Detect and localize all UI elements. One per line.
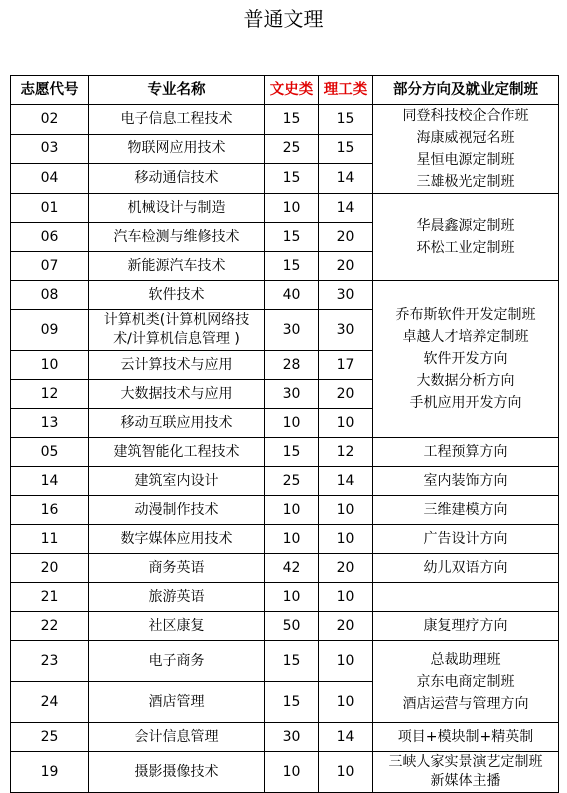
cell-wen: 15 [265,223,319,252]
direction-line: 卓越人才培养定制班 [402,329,529,345]
table-row [11,612,559,641]
cell-major: 数字媒体应用技术 [89,525,265,554]
cell-wen: 28 [265,351,319,380]
cell-code: 16 [11,496,89,525]
cell-wen: 30 [265,723,319,752]
table-row [11,281,559,310]
direction-line: 三峡人家实景演艺定制班 [388,754,543,770]
cell-direction [373,752,559,793]
cell-li: 10 [319,525,373,554]
cell-direction: 项目+模块制+精英制 [373,723,559,752]
cell-wen: 50 [265,612,319,641]
cell-major: 摄影摄像技术 [89,752,265,793]
cell-major: 旅游英语 [89,583,265,612]
major-line: 计算机类(计算机网络技 [103,312,250,328]
cell-major: 移动互联应用技术 [89,409,265,438]
direction-line: 星恒电源定制班 [416,152,515,168]
cell-direction-group4 [373,641,559,723]
cell-major: 大数据技术与应用 [89,380,265,409]
cell-wen: 40 [265,281,319,310]
cell-major: 建筑室内设计 [89,467,265,496]
cell-li: 30 [319,310,373,351]
table-row [11,105,559,135]
cell-code: 04 [11,164,89,194]
direction-line: 华晨鑫源定制班 [416,218,515,234]
cell-li: 30 [319,281,373,310]
cell-major: 物联网应用技术 [89,134,265,164]
direction-line: 新媒体主播 [430,773,501,789]
cell-code: 13 [11,409,89,438]
cell-code: 19 [11,752,89,793]
cell-wen: 10 [265,583,319,612]
cell-wen: 15 [265,252,319,281]
major-line: 术/计算机信息管理 ) [113,331,240,347]
header-code: 志愿代号 [11,76,89,105]
cell-direction: 幼儿双语方向 [373,554,559,583]
cell-li: 10 [319,409,373,438]
cell-direction: 广告设计方向 [373,525,559,554]
cell-li: 15 [319,105,373,135]
header-major: 专业名称 [89,76,265,105]
table-header-row [11,76,559,105]
table-row [11,438,559,467]
direction-line: 软件开发方向 [423,351,508,367]
header-wen: 文史类 [265,76,319,105]
cell-code: 08 [11,281,89,310]
cell-li: 20 [319,223,373,252]
cell-li: 14 [319,164,373,194]
header-direction: 部分方向及就业定制班 [373,76,559,105]
cell-wen: 15 [265,641,319,682]
cell-code: 25 [11,723,89,752]
cell-li: 12 [319,438,373,467]
page-title: 普通文理 [243,7,324,31]
cell-wen: 10 [265,194,319,223]
cell-code: 12 [11,380,89,409]
cell-code: 20 [11,554,89,583]
cell-direction-group2 [373,194,559,281]
cell-wen: 15 [265,105,319,135]
cell-major: 动漫制作技术 [89,496,265,525]
cell-wen: 25 [265,134,319,164]
cell-wen: 15 [265,682,319,723]
table-row [11,723,559,752]
cell-major: 建筑智能化工程技术 [89,438,265,467]
cell-major: 电子信息工程技术 [89,105,265,135]
cell-code: 14 [11,467,89,496]
cell-direction-group3 [373,281,559,438]
cell-code: 05 [11,438,89,467]
table-row [11,194,559,223]
cell-direction: 三维建模方向 [373,496,559,525]
table-row [11,641,559,682]
table-row [11,467,559,496]
cell-major: 社区康复 [89,612,265,641]
cell-wen: 30 [265,310,319,351]
cell-direction-group1 [373,105,559,194]
cell-direction: 工程预算方向 [373,438,559,467]
cell-code: 06 [11,223,89,252]
cell-li: 20 [319,554,373,583]
cell-code: 24 [11,682,89,723]
cell-li: 14 [319,723,373,752]
cell-wen: 15 [265,438,319,467]
cell-code: 11 [11,525,89,554]
header-li: 理工类 [319,76,373,105]
direction-line: 环松工业定制班 [416,240,515,256]
cell-li: 14 [319,467,373,496]
direction-line: 同登科技校企合作班 [402,108,529,124]
cell-major: 云计算技术与应用 [89,351,265,380]
cell-wen: 15 [265,164,319,194]
cell-code: 07 [11,252,89,281]
cell-major: 汽车检测与维修技术 [89,223,265,252]
cell-major: 酒店管理 [89,682,265,723]
cell-li: 10 [319,641,373,682]
direction-line: 大数据分析方向 [416,373,515,389]
majors-table [10,75,559,793]
cell-wen: 10 [265,525,319,554]
cell-li: 20 [319,612,373,641]
cell-li: 14 [319,194,373,223]
cell-li: 15 [319,134,373,164]
cell-major: 会计信息管理 [89,723,265,752]
cell-direction: 康复理疗方向 [373,612,559,641]
direction-line: 总裁助理班 [430,651,501,668]
cell-wen: 42 [265,554,319,583]
cell-direction: 室内装饰方向 [373,467,559,496]
cell-li: 10 [319,752,373,793]
cell-code: 22 [11,612,89,641]
direction-line: 酒店运营与管理方向 [402,695,529,712]
table-row [11,554,559,583]
cell-direction-empty [373,583,559,612]
cell-major: 移动通信技术 [89,164,265,194]
direction-line: 乔布斯软件开发定制班 [395,307,536,323]
direction-line: 三雄极光定制班 [416,174,515,190]
cell-major: 新能源汽车技术 [89,252,265,281]
cell-code: 09 [11,310,89,351]
cell-code: 21 [11,583,89,612]
table-row [11,583,559,612]
cell-major: 软件技术 [89,281,265,310]
cell-major [89,310,265,351]
cell-wen: 25 [265,467,319,496]
direction-line: 手机应用开发方向 [409,395,522,411]
cell-wen: 30 [265,380,319,409]
cell-li: 17 [319,351,373,380]
cell-wen: 10 [265,496,319,525]
cell-code: 01 [11,194,89,223]
cell-major: 机械设计与制造 [89,194,265,223]
direction-line: 京东电商定制班 [416,673,515,690]
cell-code: 23 [11,641,89,682]
cell-wen: 10 [265,752,319,793]
cell-li: 20 [319,252,373,281]
cell-major: 商务英语 [89,554,265,583]
cell-code: 02 [11,105,89,135]
cell-li: 10 [319,583,373,612]
cell-major: 电子商务 [89,641,265,682]
table-row [11,525,559,554]
direction-line: 海康威视冠名班 [416,130,515,146]
cell-li: 10 [319,682,373,723]
cell-li: 20 [319,380,373,409]
table-row [11,496,559,525]
cell-code: 03 [11,134,89,164]
table-row [11,752,559,793]
cell-wen: 10 [265,409,319,438]
cell-li: 10 [319,496,373,525]
cell-code: 10 [11,351,89,380]
